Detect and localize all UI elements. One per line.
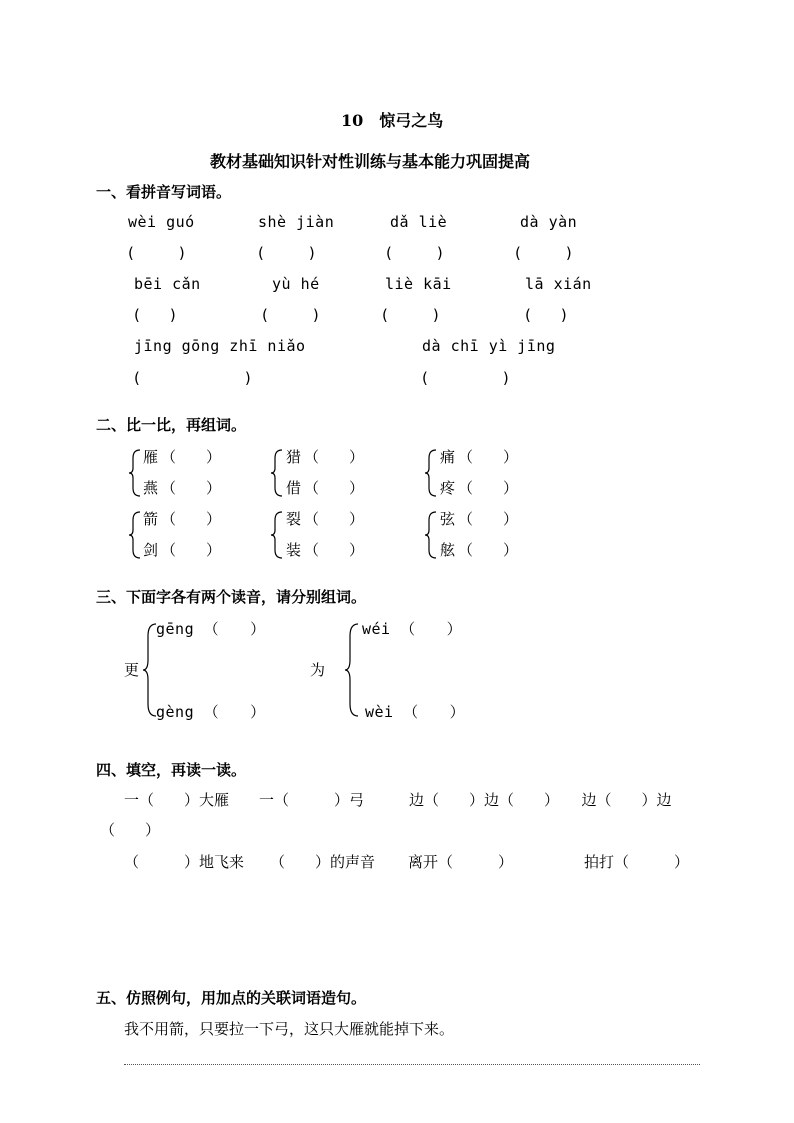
answer-blank[interactable]: ( ) <box>134 369 251 387</box>
answer-blank[interactable]: （ ） <box>458 479 519 497</box>
compare-char: 剑 <box>143 541 159 559</box>
answer-blank[interactable]: （ ） <box>458 448 519 466</box>
polyphone-char: 更 <box>124 661 140 679</box>
answer-blank[interactable]: ( ) <box>128 244 185 262</box>
compare-char: 裂 <box>286 510 302 528</box>
compare-char: 雁 <box>143 448 159 466</box>
reading-blank[interactable]: wéi （ ） <box>362 620 463 638</box>
answer-blank[interactable]: ( ) <box>262 306 319 324</box>
answer-blank[interactable]: （ ） <box>161 510 222 528</box>
compare-char: 箭 <box>143 510 159 528</box>
page-subtitle: 教材基础知识针对性训练与基本能力巩固提高 <box>210 152 531 171</box>
compare-char: 疼 <box>440 479 456 497</box>
fill-line[interactable]: 一（ ）大雁 一（ ）弓 边（ ）边（ ） 边（ ）边 <box>124 791 672 809</box>
pinyin-item: dà yàn <box>520 213 578 231</box>
fill-item[interactable]: （ ）的声音 <box>270 853 376 871</box>
brace-icon <box>128 448 142 498</box>
answer-blank[interactable]: ( ) <box>525 306 567 324</box>
compare-char: 猎 <box>286 448 302 466</box>
fill-item[interactable]: （ ）地飞来 <box>124 853 245 871</box>
answer-blank[interactable]: （ ） <box>458 510 519 528</box>
compare-char: 借 <box>286 479 302 497</box>
reading-blank[interactable]: wèi （ ） <box>365 703 466 721</box>
answer-blank[interactable]: ( ) <box>515 244 572 262</box>
section-4-heading: 四、填空，再读一读。 <box>96 761 247 779</box>
compare-char: 燕 <box>143 479 159 497</box>
section-3-heading: 三、下面字各有两个读音，请分别组词。 <box>96 588 367 606</box>
brace-icon <box>128 510 142 560</box>
brace-icon <box>270 510 284 560</box>
answer-blank[interactable]: （ ） <box>304 541 365 559</box>
section-5-heading: 五、仿照例句，用加点的关联词语造句。 <box>96 989 367 1007</box>
answer-blank[interactable]: （ ） <box>161 541 222 559</box>
pinyin-item: yù hé <box>272 275 320 293</box>
brace-icon <box>344 622 360 718</box>
pinyin-item: dà chī yì jīng <box>422 337 556 355</box>
brace-icon <box>424 448 438 498</box>
answer-line[interactable] <box>124 1064 700 1065</box>
pinyin-item: liè kāi <box>385 275 452 293</box>
compare-char: 弦 <box>440 510 456 528</box>
section-1-heading: 一、看拼音写词语。 <box>96 183 232 201</box>
answer-blank[interactable]: （ ） <box>161 448 222 466</box>
page-title: 10 惊弓之鸟 <box>341 111 444 130</box>
answer-blank[interactable]: （ ） <box>161 479 222 497</box>
example-sentence: 我不用箭，只要拉一下弓，这只大雁就能掉下来。 <box>124 1020 455 1038</box>
fill-item[interactable]: 离开（ ） <box>408 853 514 871</box>
compare-char: 痛 <box>440 448 456 466</box>
pinyin-item: shè jiàn <box>258 213 335 231</box>
answer-blank[interactable]: ( ) <box>422 369 509 387</box>
pinyin-item: wèi guó <box>128 213 195 231</box>
compare-char: 装 <box>286 541 302 559</box>
brace-icon <box>270 448 284 498</box>
reading-blank[interactable]: gèng （ ） <box>156 703 266 721</box>
pinyin-item: lā xián <box>525 275 592 293</box>
section-2-heading: 二、比一比，再组词。 <box>96 416 247 434</box>
answer-blank[interactable]: （ ） <box>304 510 365 528</box>
pinyin-item: jīng gōng zhī niǎo <box>134 337 306 355</box>
answer-blank[interactable]: （ ） <box>458 541 519 559</box>
answer-blank[interactable]: ( ) <box>382 306 439 324</box>
answer-blank[interactable]: ( ) <box>386 244 443 262</box>
fill-line-wrap[interactable]: （ ） <box>100 821 161 839</box>
pinyin-item: dǎ liè <box>390 213 448 231</box>
fill-item[interactable]: 拍打（ ） <box>584 853 690 871</box>
answer-blank[interactable]: （ ） <box>304 479 365 497</box>
answer-blank[interactable]: ( ) <box>134 306 176 324</box>
compare-char: 舷 <box>440 541 456 559</box>
pinyin-item: bēi cǎn <box>134 275 201 293</box>
brace-icon <box>424 510 438 560</box>
answer-blank[interactable]: （ ） <box>304 448 365 466</box>
reading-blank[interactable]: gēng （ ） <box>156 620 266 638</box>
polyphone-char: 为 <box>310 661 326 679</box>
answer-blank[interactable]: ( ) <box>258 244 315 262</box>
